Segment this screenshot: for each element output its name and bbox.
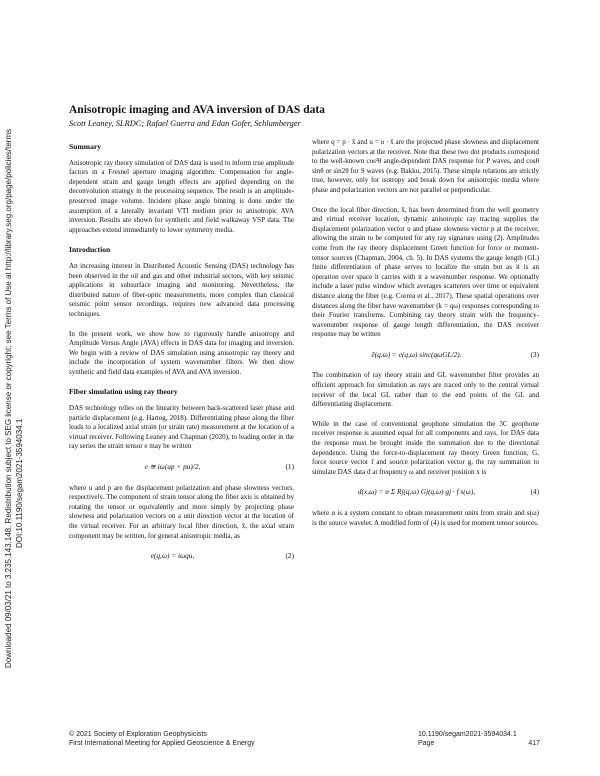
right-paragraph-5: where α is a system constant to obtain measurement units from strain and s(ω) is the source wavelet. A modified form of (4) is used for moment tensor sources. — [312, 509, 539, 527]
paper-authors: Scott Leaney, SLRDC; Rafael Guerra and Edan Gofer, Schlumberger — [69, 119, 301, 128]
footer-left — [69, 730, 255, 748]
meeting-text: First International Meeting for Applied Geoscience & Energy — [69, 740, 255, 747]
equation-2-body: e(q,ω) = iωqu, — [150, 551, 195, 561]
page-label: Page — [418, 740, 435, 747]
page-number: 417 — [528, 740, 540, 747]
equation-3-body: ē(q,ω) = e(q,ω) sinc(qωGL/2). — [371, 349, 462, 359]
right-paragraph-4: While in the case of conventional geophone simulation the 3C geophone receiver response is assumed equal for all components and rays, for DAS data the response must be brought inside the summation due to the directional dependence. Using the force-to-displacement ray theory Green function, G, force source vector f and source polarization vector g, the ray summation to simulate DAS data d at frequency ω and receiver position x is — [312, 419, 539, 476]
introduction-paragraph-1: An increasing interest in Distributed Acoustic Sensing (DAS) technology has been observed in the oil and gas and other industrial sectors, with key seismic applications in subsurface imaging and monitoring. Nevertheless, the distributed nature of fiber-optic measurements, more complex than classical seismic point sensor recordings, requires new advanced data processing techniques. — [69, 261, 294, 318]
equation-4-body: d(x,ω) = α Σ Rj(q,ω) Gj(q,ω) gj · f s(ω), — [357, 487, 476, 497]
equation-3-number: (3) — [530, 349, 539, 359]
copyright-text: © 2021 Society of Exploration Geophysicists — [69, 731, 207, 738]
left-column — [69, 138, 294, 573]
page-indicator — [418, 739, 540, 748]
introduction-paragraph-2: In the present work, we show how to rigorously handle anisotropy and Amplitude Versus Angle (AVA) effects in DAS data for imaging and inversion. We begin with a review of DAS simulation using anisotropic ray theory and include the incorporation of system wavenumber filters. We then show synthetic and field data examples of AVA and AVA inversion. — [69, 329, 294, 376]
equation-1-number: (1) — [285, 462, 294, 472]
download-notice — [0, 0, 28, 776]
fiber-simulation-heading: Fiber simulation using ray theory — [69, 387, 178, 397]
equation-1-body: e ≅ iω(up + pu)/2, — [144, 462, 201, 472]
summary-paragraph: Anisotropic ray theory simulation of DAS data is used to inform true amplitude factors in a Fresnel aperture imaging algorithm. Compensation for angle-dependent strain and gauge length effects are applied depending on the deconvolution strategy in the processing sequence. The result is an amplitude-preserved image volume. Incident phase angle binning is done under the assumption of a laterally invariant VTI medium prior to anisotropic AVA inversion. Results are shown for synthetic and field walkaway VSP data. The approaches extend immediately to lower symmetry media. — [69, 158, 294, 234]
equation-1 — [69, 462, 294, 472]
equation-4 — [312, 487, 539, 497]
introduction-heading: Introduction — [69, 245, 111, 255]
right-paragraph-1: where q = p · x̂ and u = u · x̂ are the projected phase slowness and displacement polarization vectors at the receiver. Note that these two dot products correspond to the well-known cos²θ angle-dependent DAS response for P waves, and cosθ sinθ or sin2θ for S waves (e.g. Bakku, 2015). These simple relations are strictly true, however, only for isotropy and break down for anisotropic media where phase and polarization vectors are not parallel or perpendicular. — [312, 138, 539, 194]
right-paragraph-2: Once the local fiber direction, x̂, has been determined from the well geometry and virtual receiver location, dynamic anisotropic ray tracing supplies the displacement polarization vector u and phase slowness vector p at the receiver, allowing the strain to be computed for any ray signature using (2). Amplitudes come from the ray theory displacement Green function for force or moment-tensor sources (Chapman, 2004, ch. 5). In DAS systems the gauge length (GL) finite differentiation of phase serves to localize the strain but as it is an operation over space it carries with it a wavenumber response. We optionally include a laser pulse window which averages scatterers over time or equivalent distance along the fiber (e.g. Correa et al., 2017). These spatial operations over distances along the fiber have wavenumber (k = qω) responses corresponding to their Fourier transforms. Combining ray theory strain with the frequency-wavenumber response of gauge length differentiation, the DAS receiver response may be written — [312, 205, 539, 339]
fiber-paragraph-1: DAS technology relies on the linearity between back-scattered laser phase and particle displacement (e.g. Hartog, 2018). Differentiating phase along the fiber leads to a localized axial strain (or strain rate) measurement at the location of a virtual receiver. Following Leaney and Chapman (2020), to leading order in the ray series the strain tensor e may be written — [69, 404, 294, 451]
equation-2-number: (2) — [285, 551, 294, 561]
footer-right — [418, 730, 540, 748]
paper-title: Anisotropic imaging and AVA inversion of DAS data — [69, 104, 325, 116]
summary-heading: Summary — [69, 142, 102, 151]
equation-4-number: (4) — [530, 487, 539, 497]
fiber-paragraph-2: where u and p are the displacement polarization and phase slowness vectors, respectively. The component of strain tensor along the fiber axis is obtained by rotating the tensor or equivalently and more simply by projecting phase slowness and polarization vectors on a unit direction vector at the location of the virtual receiver. For an arbitrary local fiber direction, x̂, the axial strain component may be written, for general anisotropic media, as — [69, 483, 294, 540]
right-column — [312, 138, 539, 538]
equation-2 — [69, 551, 294, 561]
footer-doi: 10.1190/segam2021-3594034.1 — [418, 731, 517, 738]
doi-notice-text: DOI:10.1190/segam2021-3594034.1 — [15, 418, 24, 548]
equation-3 — [312, 350, 539, 360]
download-notice-text: Downloaded 09/03/21 to 3.235.143.148. Redistribution subject to SEG license or copyright; see Terms of Use at http://library.seg.org/page/policies/terms — [4, 128, 13, 668]
right-paragraph-3: The combination of ray theory strain and GL wavenumber filter provides an efficient approach for simulation as rays are traced only to the central virtual receiver of the local GL rather than to the end points of the GL and differentiating displacement. — [312, 371, 539, 409]
